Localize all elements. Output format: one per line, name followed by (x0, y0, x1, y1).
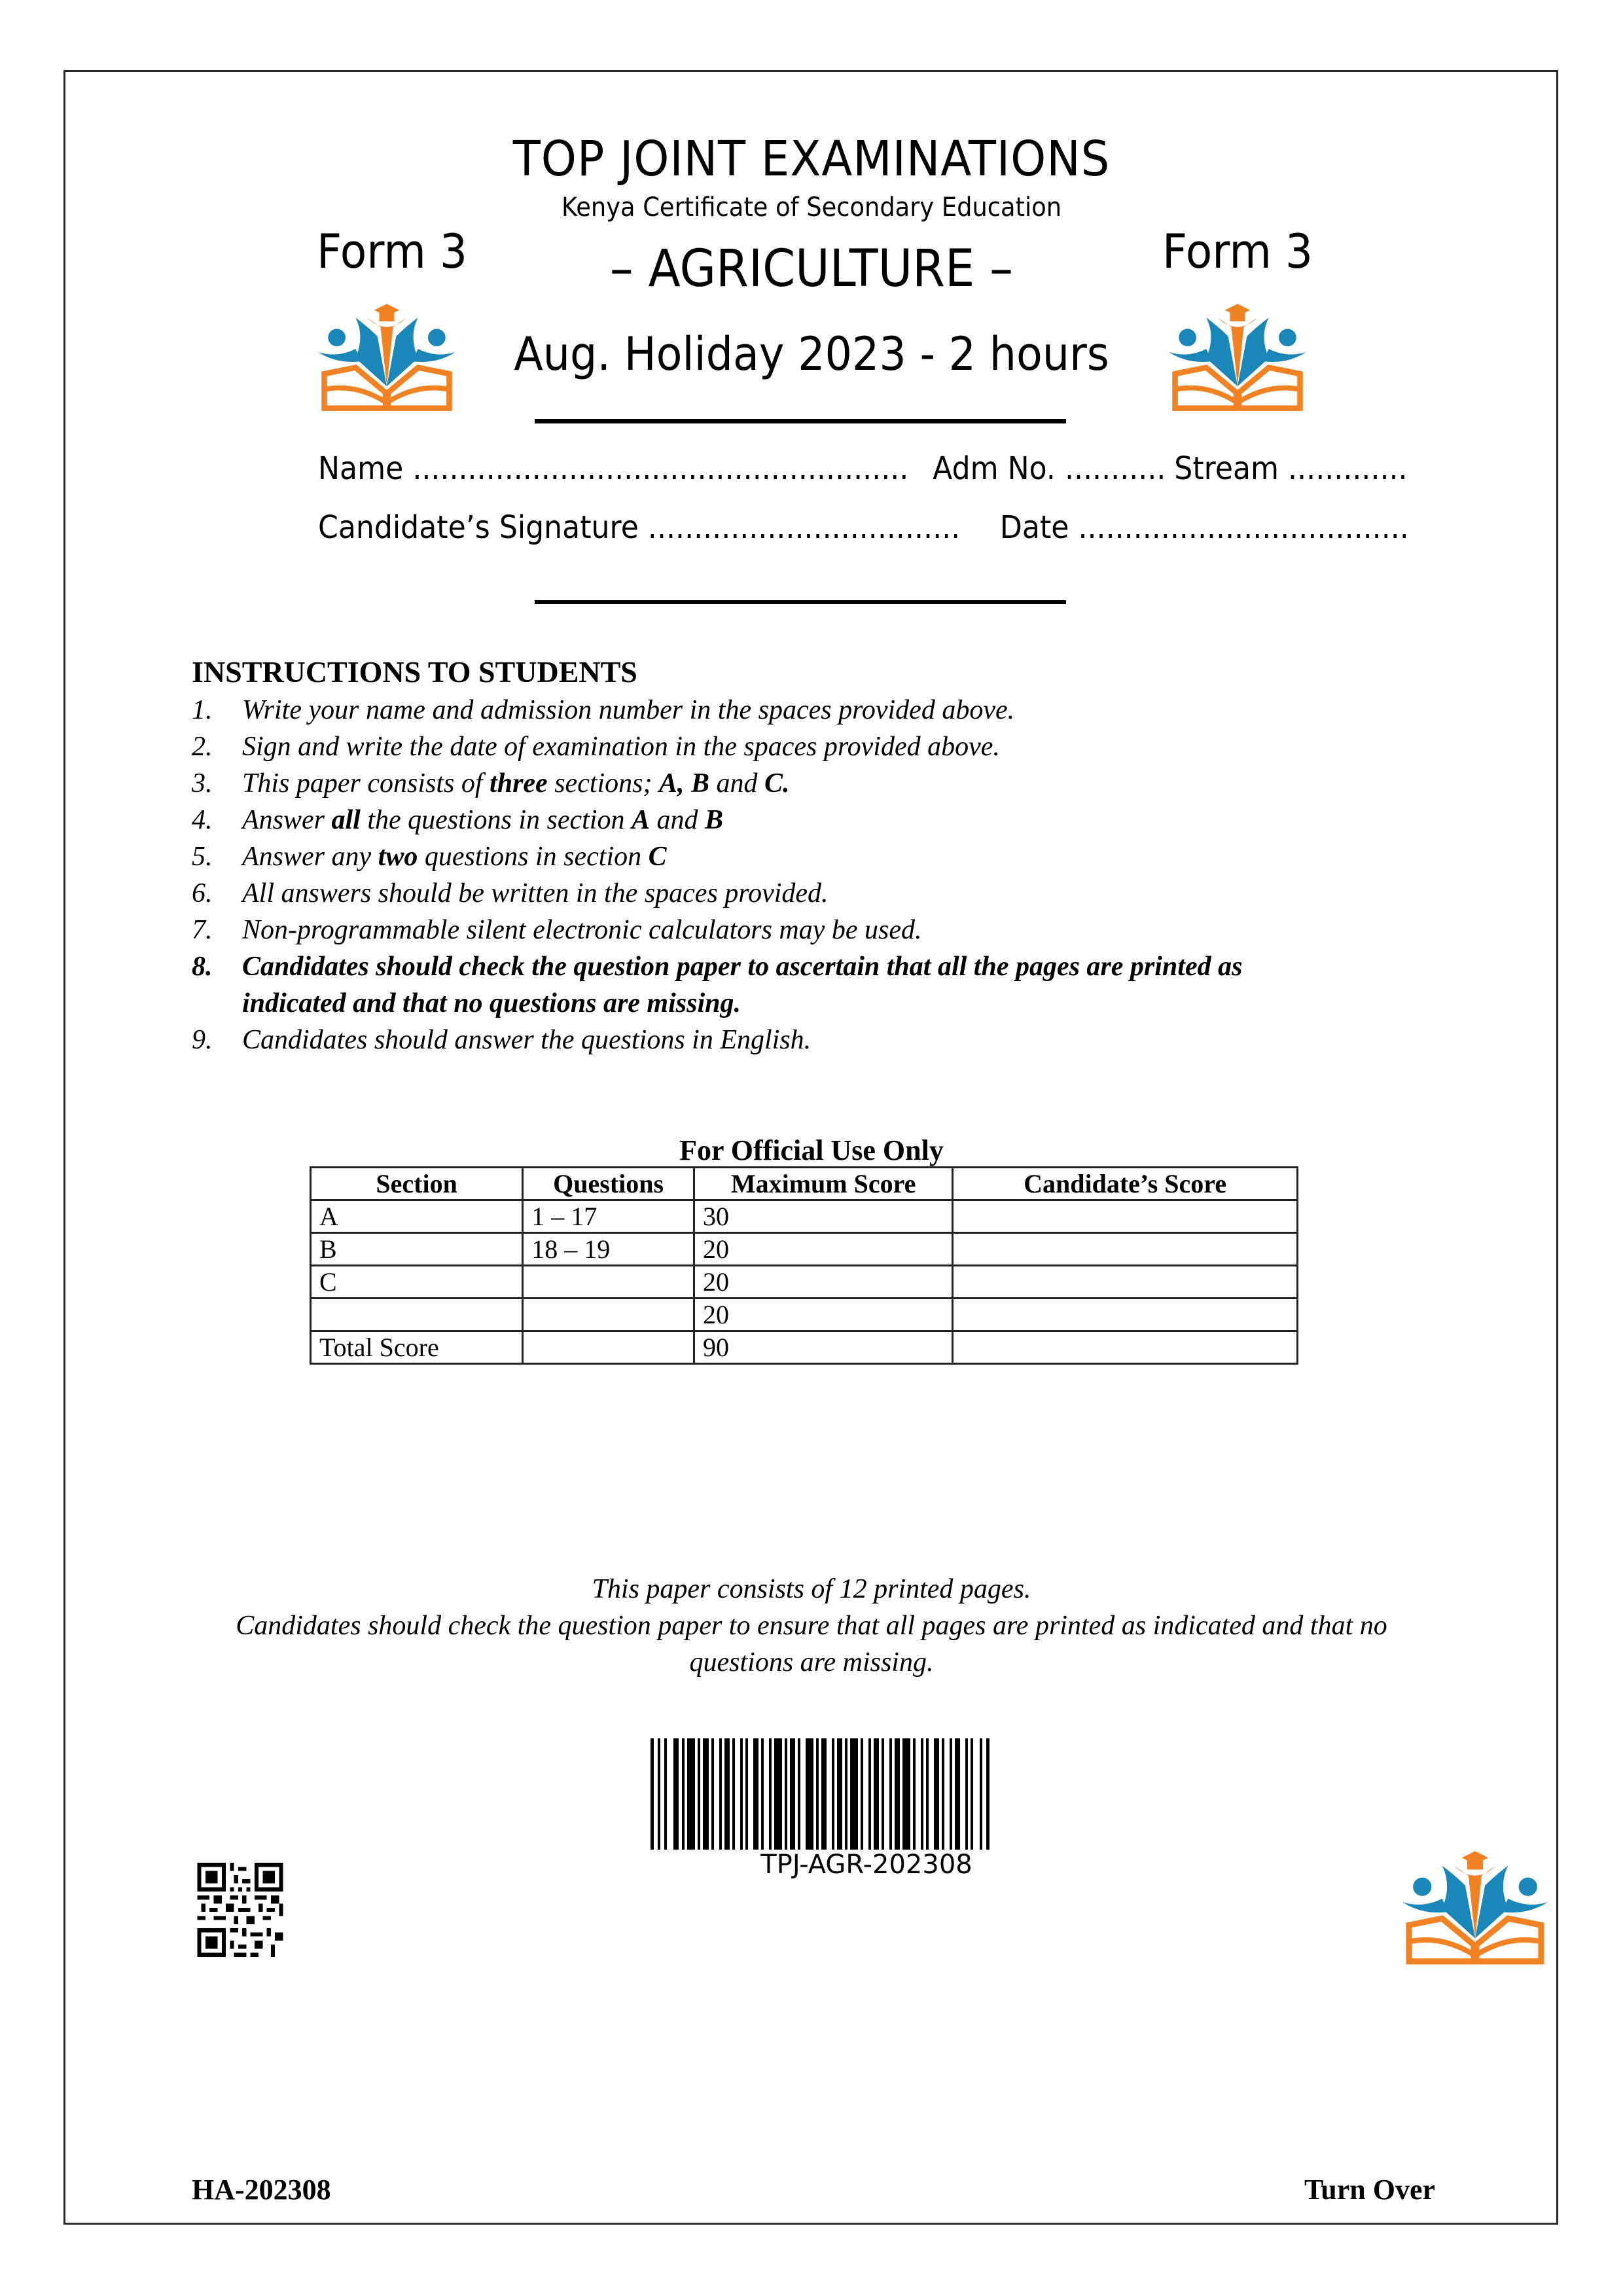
column-header: Maximum Score (694, 1168, 953, 1200)
table-header-row (311, 1168, 1298, 1200)
exam-body-title: TOP JOINT EXAMINATIONS (512, 131, 1111, 187)
questions-cell: 18 – 19 (523, 1233, 694, 1266)
instruction-item: 5. Answer any two questions in section C (192, 842, 667, 872)
candidate-score-cell[interactable] (953, 1233, 1298, 1266)
check-note-line2: questions are missing. (689, 1647, 934, 1677)
max-score-cell: 90 (694, 1331, 953, 1364)
candidate-signature-row (318, 509, 1409, 546)
candidate-score-cell[interactable] (953, 1266, 1298, 1299)
form-level-left: Form 3 (317, 224, 468, 279)
pages-note: This paper consists of 12 printed pages. (592, 1574, 1031, 1604)
date-field[interactable]: Date .................................... (999, 509, 1409, 546)
column-header: Questions (523, 1168, 694, 1200)
instruction-item: 6. All answers should be written in the spaces provided. (192, 878, 829, 908)
name-field[interactable]: Name ...................................................... (318, 450, 909, 487)
instruction-item: 7. Non-programmable silent electronic calculators may be used. (192, 915, 922, 945)
document-code: HA-202308 (192, 2174, 331, 2206)
official-use-title: For Official Use Only (679, 1134, 944, 1166)
max-score-cell: 20 (694, 1266, 953, 1299)
section-cell: C (311, 1266, 523, 1299)
table-row (311, 1266, 1298, 1299)
header-divider-top (535, 419, 1066, 423)
check-note-line1: Candidates should check the question paper to ensure that all pages are printed as indicated and that no (236, 1611, 1387, 1641)
instruction-item: 2. Sign and write the date of examination in the spaces provided above. (192, 732, 1000, 762)
candidate-details-row (318, 450, 1408, 487)
section-cell: B (311, 1233, 523, 1266)
exam-subtitle: Kenya Certificate of Secondary Education (561, 192, 1062, 223)
instruction-item: 8. Candidates should check the question paper to ascertain that all the pages are printed as indicated and that no questions are missing. (192, 952, 1243, 1018)
questions-cell (523, 1266, 694, 1299)
max-score-cell: 20 (694, 1299, 953, 1331)
table-row-total (311, 1331, 1298, 1364)
section-cell: A (311, 1200, 523, 1233)
column-header: Section (311, 1168, 523, 1200)
column-header: Candidate’s Score (953, 1168, 1298, 1200)
turn-over-label: Turn Over (1304, 2174, 1436, 2206)
max-score-cell: 30 (694, 1200, 953, 1233)
section-cell (311, 1299, 523, 1331)
max-score-cell: 20 (694, 1233, 953, 1266)
instruction-item: 4. Answer all the questions in section A and B (192, 805, 723, 835)
instruction-item: 1. Write your name and admission number in the spaces provided above. (192, 695, 1015, 725)
table-row (311, 1299, 1298, 1331)
questions-cell (523, 1299, 694, 1331)
candidate-score-cell[interactable] (953, 1331, 1298, 1364)
candidate-score-cell[interactable] (953, 1200, 1298, 1233)
barcode-label: TPJ-AGR-202308 (760, 1850, 972, 1880)
questions-cell (523, 1331, 694, 1364)
header-divider-bottom (535, 600, 1066, 604)
form-level-right: Form 3 (1162, 224, 1313, 279)
stream-field[interactable]: Stream ............. (1174, 450, 1408, 487)
education-logo-icon (1169, 298, 1306, 412)
candidate-score-cell[interactable] (953, 1299, 1298, 1331)
instructions-heading: INSTRUCTIONS TO STUDENTS (192, 655, 637, 689)
exam-session: Aug. Holiday 2023 - 2 hours (514, 327, 1109, 381)
section-cell: Total Score (311, 1331, 523, 1364)
instructions-list (192, 692, 1474, 1058)
subject-title: – AGRICULTURE – (609, 240, 1014, 298)
signature-field[interactable]: Candidate’s Signature .................................. (318, 509, 961, 546)
table-row (311, 1200, 1298, 1233)
questions-cell: 1 – 17 (523, 1200, 694, 1233)
qr-code-icon (196, 1863, 284, 1957)
score-table (310, 1166, 1298, 1365)
barcode-icon (651, 1738, 1082, 1850)
instruction-item: 3. This paper consists of three sections; A, B and C. (192, 768, 790, 798)
table-row (311, 1233, 1298, 1266)
education-logo-icon (318, 298, 455, 412)
adm-no-field[interactable]: Adm No. ........... (933, 450, 1166, 487)
instruction-item: 9. Candidates should answer the questions in English. (192, 1025, 812, 1055)
education-logo-icon (1402, 1846, 1548, 1965)
